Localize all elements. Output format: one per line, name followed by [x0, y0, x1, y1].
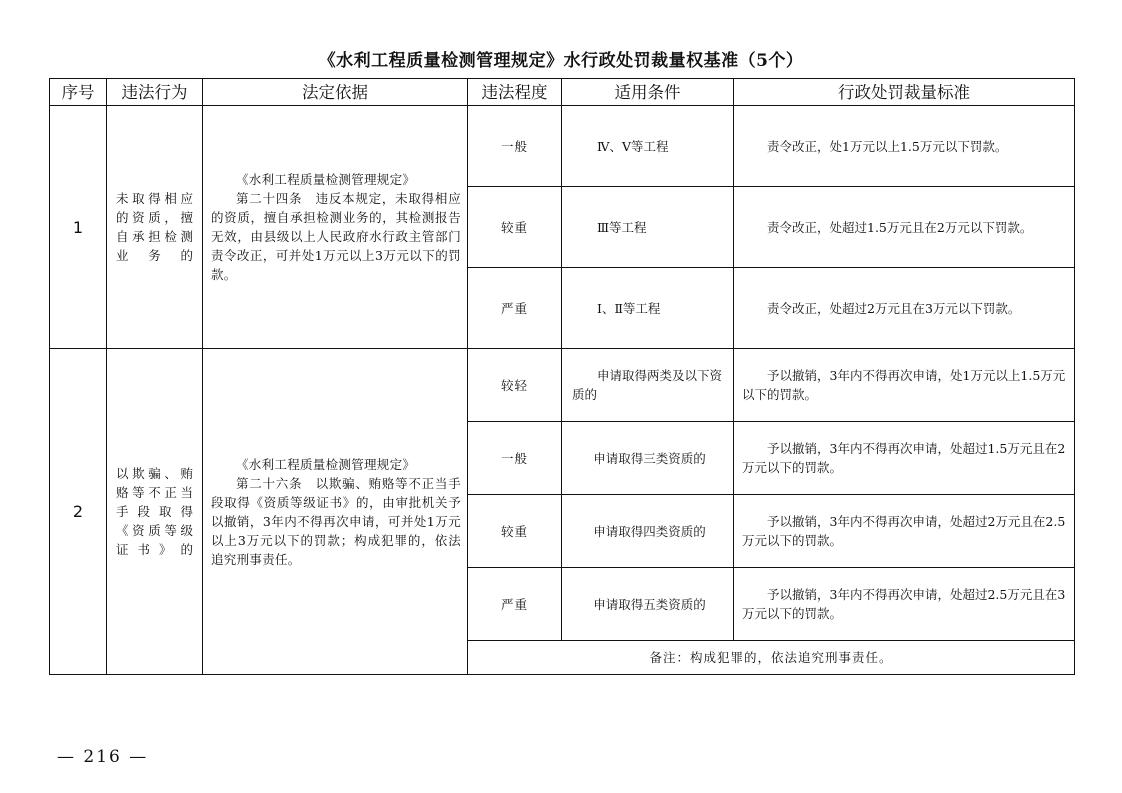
violation-cell: 未取得相应的资质，擅自承担检测业务的: [107, 106, 203, 349]
standard-cell: 予以撤销，3年内不得再次申请，处超过2万元且在2.5万元以下的罚款。: [734, 495, 1075, 568]
basis-text: 第二十六条 以欺骗、贿赂等不正当手段取得《资质等级证书》的，由审批机关予以撤销，3年内不得再次申请，可并处1万元以上3万元以下的罚款；构成犯罪的，依法追究刑事责任。: [211, 475, 461, 567]
legal-basis-cell: [203, 349, 468, 675]
basis-text: 第二十四条 违反本规定，未取得相应的资质，擅自承担检测业务的，其检测报告无效，由县级以上人民政府水行政主管部门责令改正，可并处1万元以上3万元以下的罚款。: [211, 191, 461, 282]
header-violation: 违法行为: [107, 79, 203, 106]
page-number: — 216 —: [57, 747, 149, 767]
header-condition: 适用条件: [562, 79, 734, 106]
header-seq: 序号: [50, 79, 107, 106]
standard-cell: 予以撤销，3年内不得再次申请，处超过1.5万元且在2万元以下的罚款。: [734, 422, 1075, 495]
header-degree: 违法程度: [468, 79, 562, 106]
penalty-standard-table: [49, 78, 1075, 675]
standard-cell: 责令改正，处超过1.5万元且在2万元以下罚款。: [734, 187, 1075, 268]
violation-cell: 以欺骗、贿赂等不正当手段取得《资质等级证书》的: [107, 349, 203, 675]
legal-basis-cell: [203, 106, 468, 349]
condition-cell: 申请取得五类资质的: [562, 568, 734, 641]
degree-cell: 一般: [468, 106, 562, 187]
table-row: [50, 106, 1075, 187]
table-header-row: [50, 79, 1075, 106]
header-standard: 行政处罚裁量标准: [734, 79, 1075, 106]
condition-cell: Ⅳ、Ⅴ等工程: [562, 106, 734, 187]
seq-cell: 2: [50, 349, 107, 675]
note-cell: 备注：构成犯罪的，依法追究刑事责任。: [468, 641, 1075, 675]
condition-cell: 申请取得三类资质的: [562, 422, 734, 495]
basis-title: 《水利工程质量检测管理规定》: [236, 456, 416, 472]
standard-cell: 予以撤销，3年内不得再次申请，处1万元以上1.5万元以下的罚款。: [734, 349, 1075, 422]
degree-cell: 较重: [468, 187, 562, 268]
document-title: 《水利工程质量检测管理规定》水行政处罚裁量权基准（5个）: [318, 51, 804, 71]
condition-cell: Ⅲ等工程: [562, 187, 734, 268]
condition-cell: 申请取得四类资质的: [562, 495, 734, 568]
standard-cell: 予以撤销，3年内不得再次申请，处超过2.5万元且在3万元以下的罚款。: [734, 568, 1075, 641]
condition-cell: 申请取得两类及以下资质的: [562, 349, 734, 422]
degree-cell: 严重: [468, 268, 562, 349]
table-row: [50, 349, 1075, 422]
degree-cell: 严重: [468, 568, 562, 641]
degree-cell: 较重: [468, 495, 562, 568]
basis-title: 《水利工程质量检测管理规定》: [236, 172, 416, 187]
standard-cell: 责令改正，处超过2万元且在3万元以下罚款。: [734, 268, 1075, 349]
condition-cell: Ⅰ、Ⅱ等工程: [562, 268, 734, 349]
degree-cell: 一般: [468, 422, 562, 495]
header-legal-basis: 法定依据: [203, 79, 468, 106]
seq-cell: 1: [50, 106, 107, 349]
standard-cell: 责令改正，处1万元以上1.5万元以下罚款。: [734, 106, 1075, 187]
degree-cell: 较轻: [468, 349, 562, 422]
